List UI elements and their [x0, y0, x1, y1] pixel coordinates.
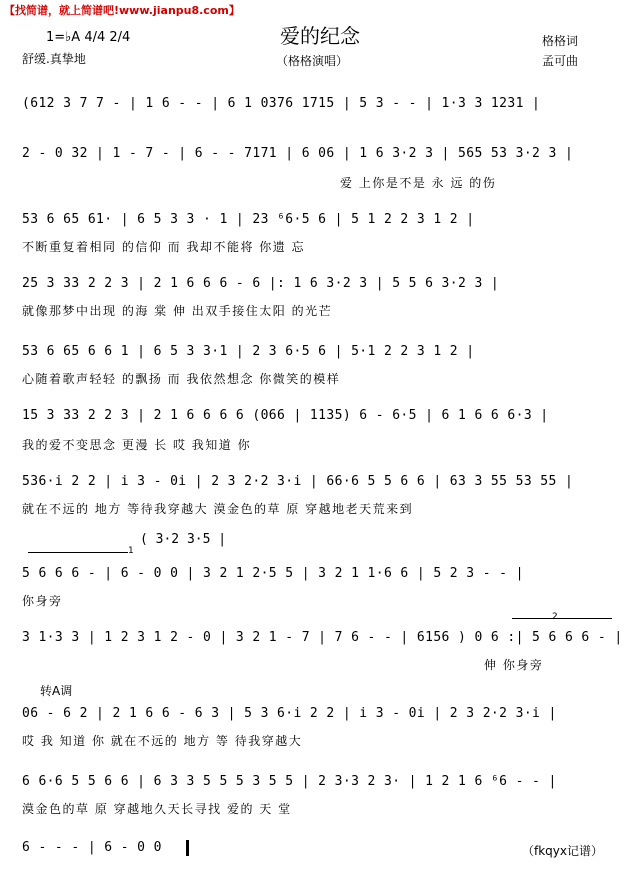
volta-2-number: 2 — [552, 612, 558, 622]
score-row-6: 15 3 33 2 2 3 | 2 1 6 6 6 6 (066 | 1135) 6 - 6·5 | 6 1 6 6 6·3 | — [22, 408, 549, 423]
score-row-12: 6 - - - | 6 - 0 0 — [22, 840, 162, 855]
score-row-11: 6 6·6 5 5 6 6 | 6 3 3 5 5 5 3 5 5 | 2 3·3 2 3· | 1 2 1 6 ⁶6 - - | — [22, 774, 557, 789]
volta-2-line — [512, 618, 612, 619]
score-row-2: 2 - 0 32 | 1 - 7 - | 6 - - 7171 | 6 06 | 1 6 3·2 3 | 565 53 3·2 3 | — [22, 146, 574, 161]
lyric-row-3: 不断重复着相同 的信仰 而 我却不能将 你遗 忘 — [22, 240, 306, 254]
lyric-row-10: 哎 我 知道 你 就在不远的 地方 等 待我穿越大 — [22, 734, 303, 748]
composer-credit: 孟可曲 — [542, 54, 579, 68]
transcriber-credit: （fkqyx记谱） — [522, 844, 603, 858]
lyric-row-9: 伸 你身旁 — [484, 658, 544, 672]
lyric-row-6: 我的爱不变思念 更漫 长 哎 我知道 你 — [22, 438, 252, 452]
singer-credit: （格格演唱） — [276, 54, 349, 68]
lyric-row-5: 心随着歌声轻轻 的飘扬 而 我依然想念 你微笑的模样 — [22, 372, 341, 386]
song-title: 爱的纪念 — [280, 24, 360, 48]
lyric-row-11: 漠金色的草 原 穿越地久天长寻找 爱的 天 堂 — [22, 802, 292, 816]
lyric-row-8: 你身旁 — [22, 594, 63, 608]
lyric-row-4: 就像那梦中出现 的海 棠 伸 出双手接住太阳 的光芒 — [22, 304, 333, 318]
score-row-1: (612 3 7 7 - | 1 6 - - | 6 1 0376 1715 | 5 3 - - | 1·3 3 1231 | — [22, 96, 541, 111]
volta-1-number: 1 — [128, 546, 134, 556]
score-row-9: 3 1·3 3 | 1 2 3 1 2 - 0 | 3 2 1 - 7 | 7 6 - - | 6156 ) 0 6 :| 5 6 6 6 - | — [22, 630, 623, 645]
score-row-4: 25 3 33 2 2 3 | 2 1 6 6 6 - 6 |: 1 6 3·2 3 | 5 5 6 3·2 3 | — [22, 276, 500, 291]
lyric-row-2: 爱 上你是不是 永 远 的伤 — [340, 176, 497, 190]
final-barline — [186, 840, 189, 856]
lyric-row-7: 就在不远的 地方 等待我穿越大 漠金色的草 原 穿越地老天荒来到 — [22, 502, 414, 516]
volta-1-line — [28, 552, 128, 553]
key-change-label: 转A调 — [40, 684, 73, 698]
interlude-notes: ( 3·2 3·5 | — [140, 532, 227, 547]
score-row-3: 53 6 65 61· | 6 5 3 3 · 1 | 23 ⁶6·5 6 | 5 1 2 2 3 1 2 | — [22, 212, 475, 227]
key-signature: 1=♭A 4/4 2/4 — [46, 30, 131, 45]
score-row-5: 53 6 65 6 6 1 | 6 5 3 3·1 | 2 3 6·5 6 | 5·1 2 2 3 1 2 | — [22, 344, 475, 359]
tempo-marking: 舒缓.真挚地 — [22, 52, 86, 66]
site-header-link[interactable]: 【找简谱，就上简谱吧!www.jianpu8.com】 — [4, 4, 240, 17]
score-row-10: 06 - 6 2 | 2 1 6 6 - 6 3 | 5 3 6·i 2 2 | i 3 - 0i | 2 3 2·2 3·i | — [22, 706, 557, 721]
lyricist-credit: 格格词 — [542, 34, 579, 48]
score-row-7: 536·i 2 2 | i 3 - 0i | 2 3 2·2 3·i | 66·6 5 5 6 6 | 63 3 55 53 55 | — [22, 474, 574, 489]
score-row-8: 5 6 6 6 - | 6 - 0 0 | 3 2 1 2·5 5 | 3 2 1 1·6 6 | 5 2 3 - - | — [22, 566, 524, 581]
